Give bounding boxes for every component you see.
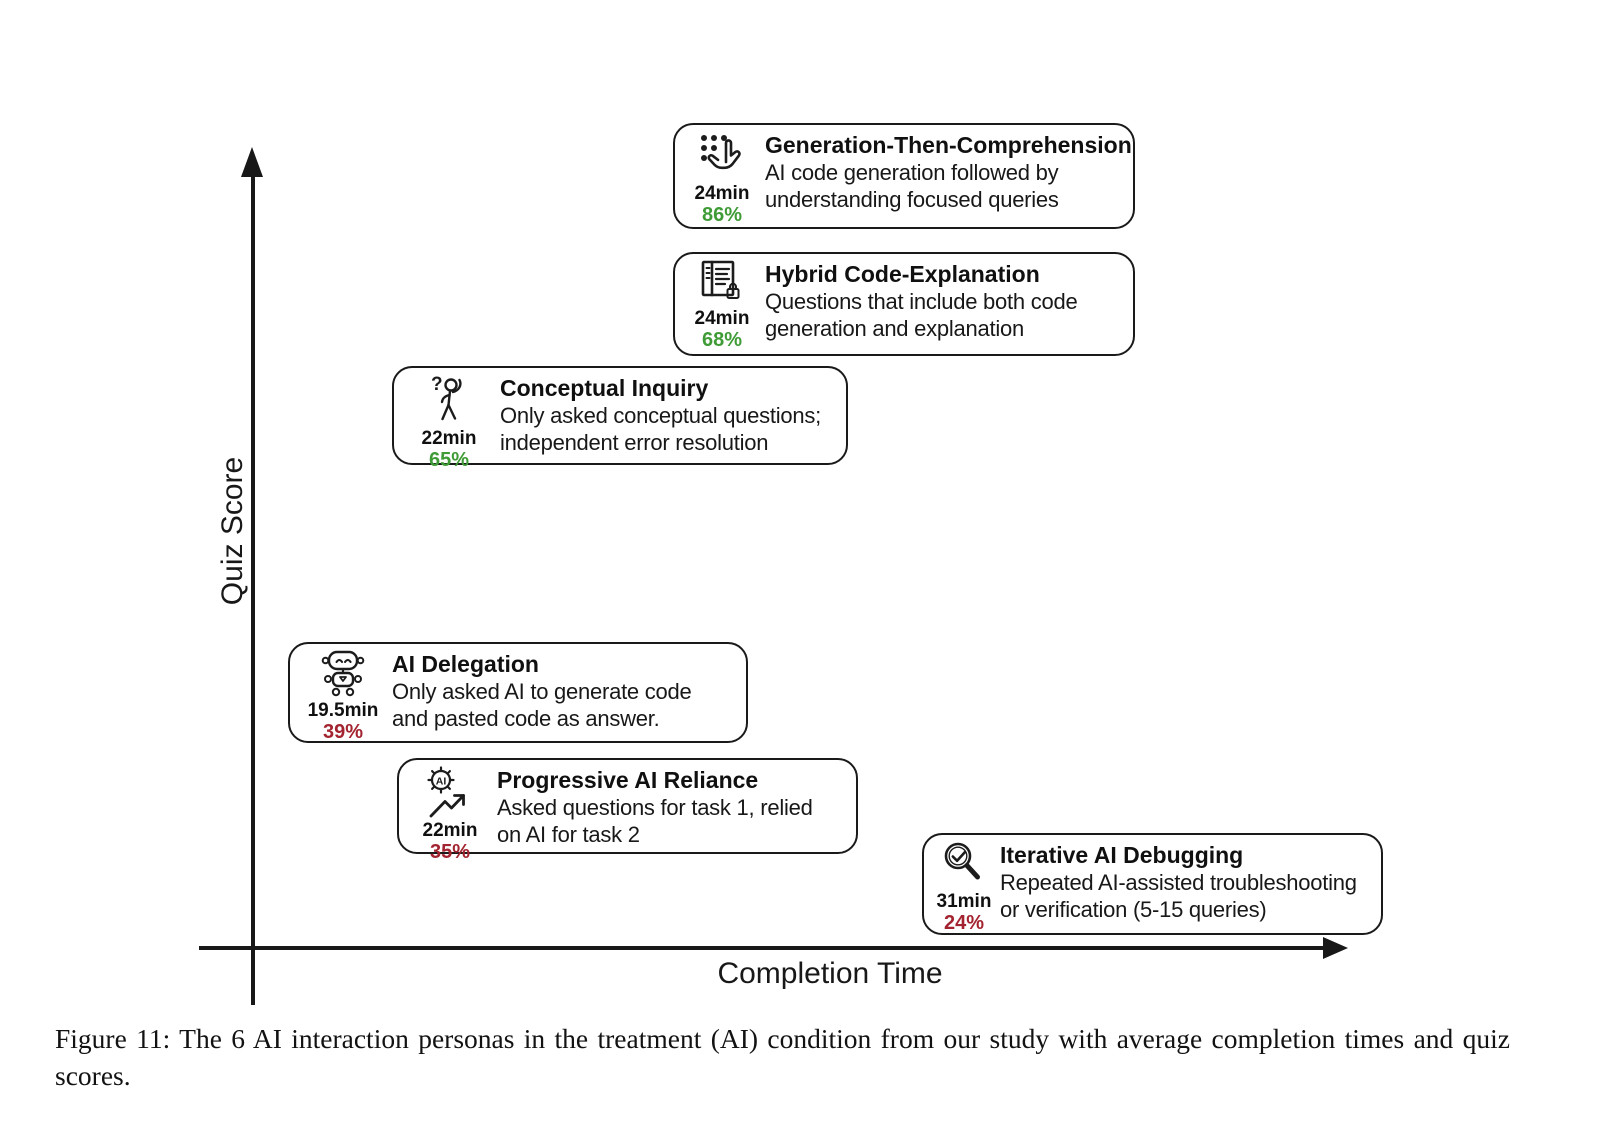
quiz-score-value: 39% xyxy=(322,721,364,744)
persona-desc-line2: independent error resolution xyxy=(500,430,769,455)
persona-card-generation-then-comprehension xyxy=(673,123,1135,229)
gear-ai-trend-icon xyxy=(424,765,476,819)
tap-keypad-icon xyxy=(695,130,749,182)
completion-time-value: 24min xyxy=(694,308,750,329)
persona-title: AI Delegation xyxy=(392,651,539,677)
quiz-score-value: 35% xyxy=(429,841,471,864)
persona-desc-line2: on AI for task 2 xyxy=(497,822,640,847)
robot-icon xyxy=(316,649,370,699)
completion-time-value: 22min xyxy=(421,428,477,449)
completion-time-value: 31min xyxy=(936,891,992,912)
y-axis-arrowhead xyxy=(241,147,263,177)
persona-desc-line1: AI code generation followed by xyxy=(765,160,1059,185)
y-axis xyxy=(251,156,255,1005)
document-lock-icon xyxy=(697,259,747,307)
figure-caption: Figure 11: The 6 AI interaction personas in the treatment (AI) condition from our study with average completion times and quiz scores. xyxy=(55,1023,1510,1091)
persona-card-conceptual-inquiry xyxy=(392,366,848,472)
persona-card-progressive-ai-reliance xyxy=(397,758,858,864)
persona-desc-line1: Only asked AI to generate code xyxy=(392,679,692,704)
x-axis-label: Completion Time xyxy=(717,957,943,990)
persona-title: Conceptual Inquiry xyxy=(500,375,709,401)
persona-desc-line2: and pasted code as answer. xyxy=(392,706,660,731)
persona-desc-line1: Asked questions for task 1, relied xyxy=(497,795,813,820)
magnifier-check-icon xyxy=(939,840,989,890)
persona-desc-line2: or verification (5-15 queries) xyxy=(1000,897,1267,922)
persona-desc-line2: understanding focused queries xyxy=(765,187,1059,212)
confused-person-icon xyxy=(426,373,472,427)
completion-time-value: 24min xyxy=(694,183,750,204)
quiz-score-value: 68% xyxy=(701,329,743,352)
quiz-score-value: 24% xyxy=(943,912,985,935)
x-axis xyxy=(199,946,1325,950)
completion-time-value: 22min xyxy=(422,820,478,841)
persona-desc-line1: Repeated AI-assisted troubleshooting xyxy=(1000,870,1357,895)
completion-time-value: 19.5min xyxy=(307,700,379,721)
x-axis-arrowhead xyxy=(1323,937,1348,959)
persona-title: Progressive AI Reliance xyxy=(497,767,759,793)
persona-desc-line1: Questions that include both code xyxy=(765,289,1078,314)
persona-desc-line2: generation and explanation xyxy=(765,316,1024,341)
persona-card-hybrid-code-explanation xyxy=(673,252,1135,356)
svg-text:?: ? xyxy=(431,374,443,395)
persona-card-ai-delegation xyxy=(288,642,748,743)
persona-card-iterative-ai-debugging xyxy=(922,833,1383,935)
persona-desc-line1: Only asked conceptual questions; xyxy=(500,403,821,428)
persona-title: Generation-Then-Comprehension xyxy=(765,132,1132,158)
quiz-score-value: 86% xyxy=(701,204,743,227)
y-axis-label: Quiz Score xyxy=(216,456,249,606)
svg-text:AI: AI xyxy=(435,775,447,788)
persona-title: Hybrid Code-Explanation xyxy=(765,261,1040,287)
quiz-score-value: 65% xyxy=(428,449,470,472)
persona-title: Iterative AI Debugging xyxy=(1000,842,1244,868)
